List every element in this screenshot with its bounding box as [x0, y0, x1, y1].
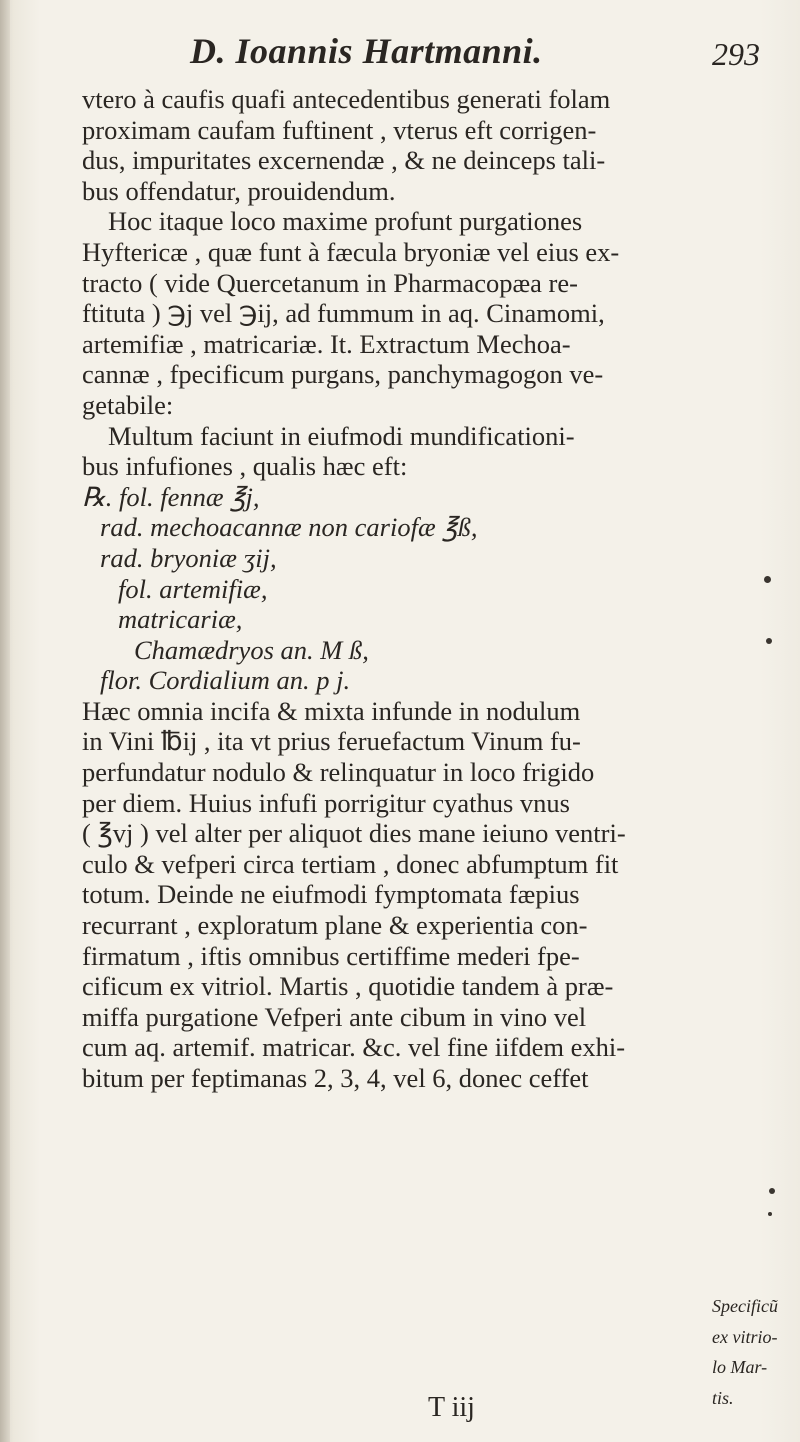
text-line: vtero à caufis quafi antecedentibus generati folam	[82, 84, 611, 114]
text-line: Hoc itaque loco maxime profunt purgationes	[108, 206, 583, 237]
text-line: miffa purgatione Vefperi ante cibum in vino vel	[82, 1001, 587, 1032]
text-line: cificum ex vitriol. Martis , quotidie tandem à præ-	[82, 971, 614, 1002]
page-number: 293	[712, 36, 760, 72]
text-line: artemifiæ , matricariæ. It. Extractum Mechoa-	[82, 328, 571, 359]
text-line: Multum faciunt in eiufmodi mundificationi-	[108, 420, 575, 451]
text-line: dus, impuritates excernendæ , & ne deinceps tali-	[82, 145, 606, 176]
text-line: Hyftericæ , quæ funt à fæcula bryoniæ vel eius ex-	[82, 236, 620, 267]
recipe-line: matricariæ,	[118, 604, 243, 635]
recipe-line: rad. mechoacannæ non cariofæ ℥ß,	[100, 512, 478, 543]
text-line: getabile:	[82, 389, 174, 420]
recipe-line: flor. Cordialium an. p j.	[100, 665, 351, 696]
recipe-line: fol. artemifiæ,	[118, 573, 268, 604]
page-header	[190, 30, 760, 80]
body-text	[82, 84, 710, 1094]
text-line: perfundatur nodulo & relinquatur in loco frigido	[82, 757, 595, 788]
text-line: proximam caufam fuftinent , vterus eft corrigen-	[82, 114, 597, 145]
running-title: D. Ioannis Hartmanni.	[190, 31, 543, 71]
text-line: per diem. Huius infufi porrigitur cyathus vnus	[82, 787, 570, 818]
margin-note-line: Specificũ	[712, 1296, 778, 1316]
text-line: Hæc omnia incifa & mixta infunde in nodulum	[82, 695, 581, 726]
recipe-line: ℞. fol. fennæ ℥j,	[82, 481, 260, 512]
text-line: bitum per feptimanas 2, 3, 4, vel 6, donec ceffet	[82, 1063, 589, 1093]
text-line: ( ℥vj ) vel alter per aliquot dies mane ieiuno ventri-	[82, 818, 626, 849]
text-line: totum. Deinde ne eiufmodi fymptomata fæpius	[82, 879, 580, 910]
text-line: cum aq. artemif. matricar. &c. vel fine iifdem exhi-	[82, 1032, 626, 1063]
text-line: firmatum , iftis omnibus certiffime mederi fpe-	[82, 940, 580, 971]
text-line: bus infufiones , qualis hæc eft:	[82, 451, 408, 482]
margin-note-line: lo Mar-	[712, 1357, 768, 1378]
recipe-line: Chamædryos an. M ß,	[134, 634, 369, 665]
text-line: recurrant , exploratum plane & experientia con-	[82, 910, 588, 941]
ink-speck	[766, 638, 772, 644]
text-line: in Vini ℔ij , ita vt prius feruefactum Vinum fu-	[82, 726, 581, 757]
margin-note-line: ex vitrio-	[712, 1326, 778, 1347]
ink-speck	[768, 1212, 772, 1216]
text-line: tracto ( vide Quercetanum in Pharmacopæa re-	[82, 267, 578, 298]
margin-note-line: tis.	[712, 1387, 734, 1408]
text-line: cannæ , fpecificum purgans, panchymagogon ve-	[82, 359, 604, 390]
ink-speck	[769, 1188, 775, 1194]
text-line: ftituta ) ℈j vel ℈ij, ad fummum in aq. Cinamomi,	[82, 298, 605, 329]
text-line: bus offendatur, prouidendum.	[82, 175, 396, 206]
signature-mark: T iij	[428, 1392, 475, 1423]
margin-note	[712, 1291, 800, 1413]
text-line: culo & vefperi circa tertiam , donec abfumptum fit	[82, 848, 619, 879]
recipe-line: rad. bryoniæ ʒij,	[100, 542, 277, 573]
ink-speck	[764, 576, 771, 583]
page-binding-edge	[0, 0, 10, 1442]
